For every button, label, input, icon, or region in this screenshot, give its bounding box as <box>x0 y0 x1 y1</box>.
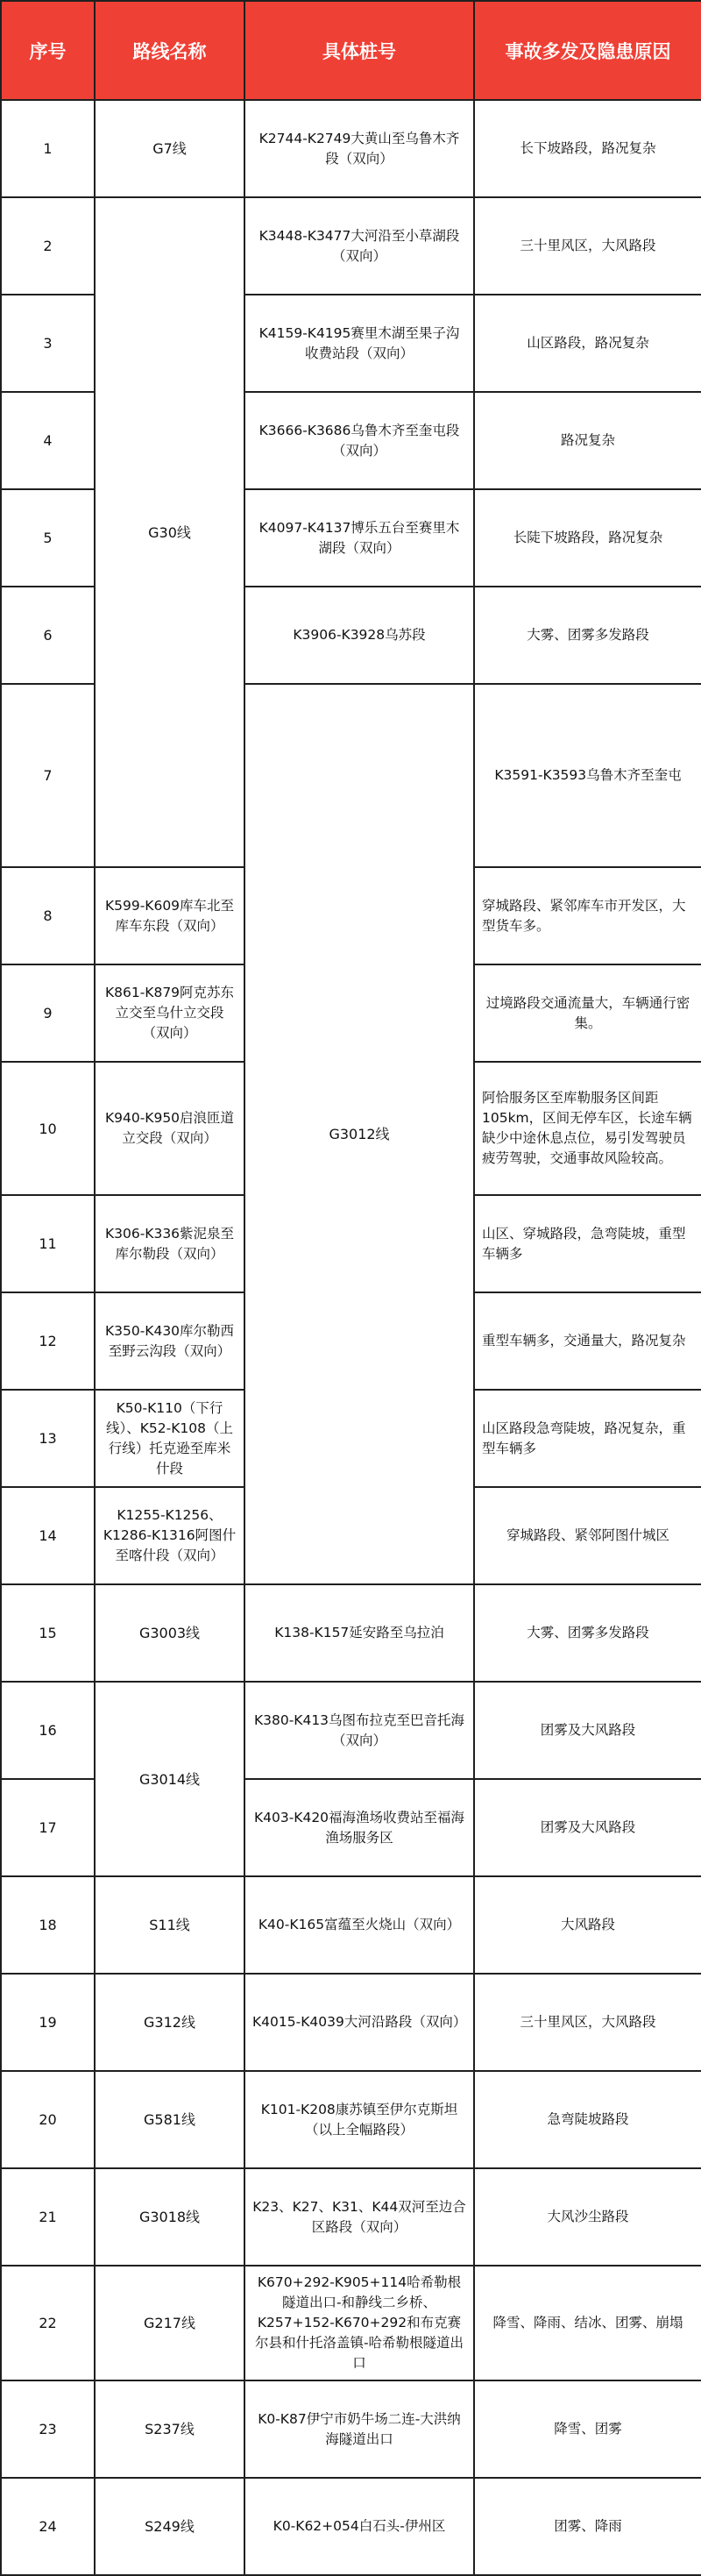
row-index: 6 <box>1 587 95 684</box>
row-index: 3 <box>1 295 95 392</box>
row-index: 7 <box>1 684 95 867</box>
header-index: 序号 <box>1 1 95 100</box>
row-index: 1 <box>1 100 95 197</box>
row-route-name: G3018线 <box>95 2168 244 2266</box>
row-index: 12 <box>1 1292 95 1390</box>
row-stake: K306-K336紫泥泉至库尔勒段（双向） <box>95 1195 244 1292</box>
row-reason: 三十里风区，大风路段 <box>474 1974 701 2071</box>
row-stake: K940-K950启浪匝道立交段（双向） <box>95 1062 244 1195</box>
row-index: 10 <box>1 1062 95 1195</box>
table-row <box>1 197 701 295</box>
row-reason: 穿城路段、紧邻阿图什城区 <box>474 1487 701 1584</box>
row-stake: K861-K879阿克苏东立交至乌什立交段（双向） <box>95 964 244 1062</box>
row-stake: K670+292-K905+114哈希勒根隧道出口-和静线二乡桥、K257+152-K670+292和布克赛尔县和什托洛盖镇-哈希勒根隧道出口 <box>244 2266 474 2380</box>
row-stake: K50-K110（下行线）、K52-K108（上行线）托克逊至库米什段 <box>95 1390 244 1487</box>
row-stake: K4015-K4039大河沿路段（双向） <box>244 1974 474 2071</box>
row-reason: 山区路段急弯陡坡，路况复杂，重型车辆多 <box>474 1390 701 1487</box>
row-reason: 山区路段，路况复杂 <box>474 295 701 392</box>
row-index: 2 <box>1 197 95 295</box>
row-reason: 大雾、团雾多发路段 <box>474 1584 701 1682</box>
row-index: 22 <box>1 2266 95 2380</box>
row-index: 18 <box>1 1876 95 1974</box>
row-stake: K4097-K4137博乐五台至赛里木湖段（双向） <box>244 489 474 587</box>
row-stake: K0-K87伊宁市奶牛场二连-大洪纳海隧道出口 <box>244 2380 474 2478</box>
row-reason: 重型车辆多，交通量大，路况复杂 <box>474 1292 701 1390</box>
row-reason: 山区、穿城路段，急弯陡坡，重型车辆多 <box>474 1195 701 1292</box>
row-index: 21 <box>1 2168 95 2266</box>
row-route-name: G3012线 <box>244 684 474 1584</box>
row-route-name: S237线 <box>95 2380 244 2478</box>
row-stake: K403-K420福海渔场收费站至福海渔场服务区 <box>244 1779 474 1876</box>
row-route-name: G3014线 <box>95 1682 244 1876</box>
row-reason: 路况复杂 <box>474 392 701 489</box>
row-stake: K599-K609库车北至库车东段（双向） <box>95 867 244 964</box>
row-route-name: S11线 <box>95 1876 244 1974</box>
row-index: 16 <box>1 1682 95 1779</box>
row-index: 23 <box>1 2380 95 2478</box>
row-route-name: G312线 <box>95 1974 244 2071</box>
row-reason: 大风沙尘路段 <box>474 2168 701 2266</box>
row-route-name: G7线 <box>95 100 244 197</box>
row-route-name: G217线 <box>95 2266 244 2380</box>
row-route-name: S249线 <box>95 2478 244 2575</box>
row-reason: 三十里风区，大风路段 <box>474 197 701 295</box>
row-stake: K2744-K2749大黄山至乌鲁木齐段（双向） <box>244 100 474 197</box>
table-row <box>1 2266 701 2380</box>
row-index: 4 <box>1 392 95 489</box>
table-row <box>1 1584 701 1682</box>
row-index: 9 <box>1 964 95 1062</box>
table-row <box>1 2380 701 2478</box>
table-body <box>1 100 701 2575</box>
table-header-row <box>1 1 701 100</box>
row-index: 8 <box>1 867 95 964</box>
row-stake: K138-K157延安路至乌拉泊 <box>244 1584 474 1682</box>
row-stake: K3448-K3477大河沿至小草湖段（双向） <box>244 197 474 295</box>
row-route-name: G30线 <box>95 197 244 867</box>
row-reason: 大雾、团雾多发路段 <box>474 587 701 684</box>
row-reason: 长陡下坡路段，路况复杂 <box>474 489 701 587</box>
row-stake: K1255-K1256、K1286-K1316阿图什至喀什段（双向） <box>95 1487 244 1584</box>
row-reason: 大风路段 <box>474 1876 701 1974</box>
row-reason: 团雾及大风路段 <box>474 1779 701 1876</box>
row-reason: 急弯陡坡路段 <box>474 2071 701 2168</box>
row-index: 5 <box>1 489 95 587</box>
row-index: 17 <box>1 1779 95 1876</box>
row-reason: 团雾、降雨 <box>474 2478 701 2575</box>
row-reason: 降雪、降雨、结冰、团雾、崩塌 <box>474 2266 701 2380</box>
row-stake: K40-K165富蕴至火烧山（双向） <box>244 1876 474 1974</box>
row-index: 15 <box>1 1584 95 1682</box>
table-row <box>1 2478 701 2575</box>
table-row <box>1 2168 701 2266</box>
row-stake: K23、K27、K31、K44双河至边合区路段（双向） <box>244 2168 474 2266</box>
table-row <box>1 100 701 197</box>
header-route: 路线名称 <box>95 1 244 100</box>
row-stake: K350-K430库尔勒西至野云沟段（双向） <box>95 1292 244 1390</box>
header-reason: 事故多发及隐患原因 <box>474 1 701 100</box>
row-reason: 长下坡路段，路况复杂 <box>474 100 701 197</box>
row-stake: K380-K413乌图布拉克至巴音托海（双向） <box>244 1682 474 1779</box>
row-index: 14 <box>1 1487 95 1584</box>
row-index: 24 <box>1 2478 95 2575</box>
row-index: 13 <box>1 1390 95 1487</box>
row-index: 20 <box>1 2071 95 2168</box>
table-row <box>1 1682 701 1779</box>
row-reason: 阿恰服务区至库勒服务区间距105km，区间无停车区，长途车辆缺少中途休息点位，易引发驾驶员疲劳驾驶，交通事故风险较高。 <box>474 1062 701 1195</box>
row-reason: 穿城路段、紧邻库车市开发区，大型货车多。 <box>474 867 701 964</box>
row-index: 19 <box>1 1974 95 2071</box>
row-stake: K4159-K4195赛里木湖至果子沟收费站段（双向） <box>244 295 474 392</box>
row-route-name: G581线 <box>95 2071 244 2168</box>
row-stake: K3591-K3593乌鲁木齐至奎屯 <box>474 684 701 867</box>
header-stake: 具体桩号 <box>244 1 474 100</box>
table-row <box>1 1974 701 2071</box>
row-stake: K101-K208康苏镇至伊尔克斯坦（以上全幅路段） <box>244 2071 474 2168</box>
row-reason: 降雪、团雾 <box>474 2380 701 2478</box>
row-stake: K3666-K3686乌鲁木齐至奎屯段（双向） <box>244 392 474 489</box>
table-row <box>1 2071 701 2168</box>
table-row <box>1 1876 701 1974</box>
row-index: 11 <box>1 1195 95 1292</box>
row-stake: K3906-K3928乌苏段 <box>244 587 474 684</box>
row-reason: 过境路段交通流量大，车辆通行密集。 <box>474 964 701 1062</box>
row-route-name: G3003线 <box>95 1584 244 1682</box>
row-reason: 团雾及大风路段 <box>474 1682 701 1779</box>
row-stake: K0-K62+054白石头-伊州区 <box>244 2478 474 2575</box>
